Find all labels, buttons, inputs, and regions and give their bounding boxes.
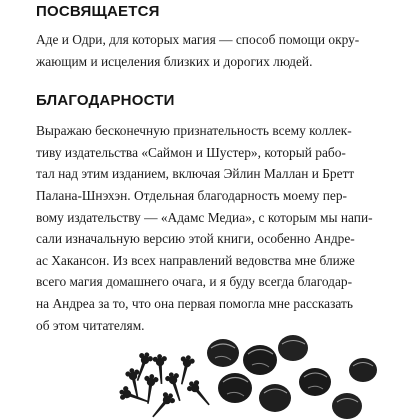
cloves-and-chestnuts-illustration — [115, 318, 415, 420]
acknowledgments-line: на Андреа за то, что она первая помогла мне рассказать — [36, 295, 353, 311]
dedication-text — [36, 29, 390, 72]
clove-icon — [117, 350, 214, 420]
acknowledgments-line: Выражаю бесконечную признательность всему коллек- — [36, 123, 352, 139]
acknowledgments-line: Палана-Шнэхэн. Отдельная благодарность моему пер- — [36, 187, 347, 203]
acknowledgments-line: тиву издательства «Саймон и Шустер», который рабо- — [36, 144, 346, 160]
acknowledgments-line: всего магия домашнего очага, и я буду всегда благодар- — [36, 274, 353, 290]
acknowledgments-line: сали изначальную версию этой книги, особенно Андре- — [36, 231, 355, 247]
acknowledgments-line: ас Хакансон. Из всех направлений ведовства мне ближе — [36, 252, 355, 268]
dedication-heading: ПОСВЯЩАЕТСЯ — [36, 3, 160, 20]
dedication-line: жающим и исцеления близких и дорогих людей. — [36, 53, 313, 69]
page-content — [36, 0, 390, 336]
acknowledgments-line: тал над этим изданием, включая Эйлин Маллан и Бретт — [36, 166, 355, 182]
acknowledgments-line: вому издательству — «Адамс Медиа», с которым мы напи- — [36, 209, 373, 225]
dedication-line: Аде и Одри, для которых магия — способ помощи окру- — [36, 32, 360, 47]
acknowledgments-line: об этом читателям. — [36, 317, 145, 333]
chestnut-icon — [207, 335, 377, 419]
acknowledgments-heading: БЛАГОДАРНОСТИ — [36, 92, 175, 110]
acknowledgments-text — [36, 120, 390, 336]
